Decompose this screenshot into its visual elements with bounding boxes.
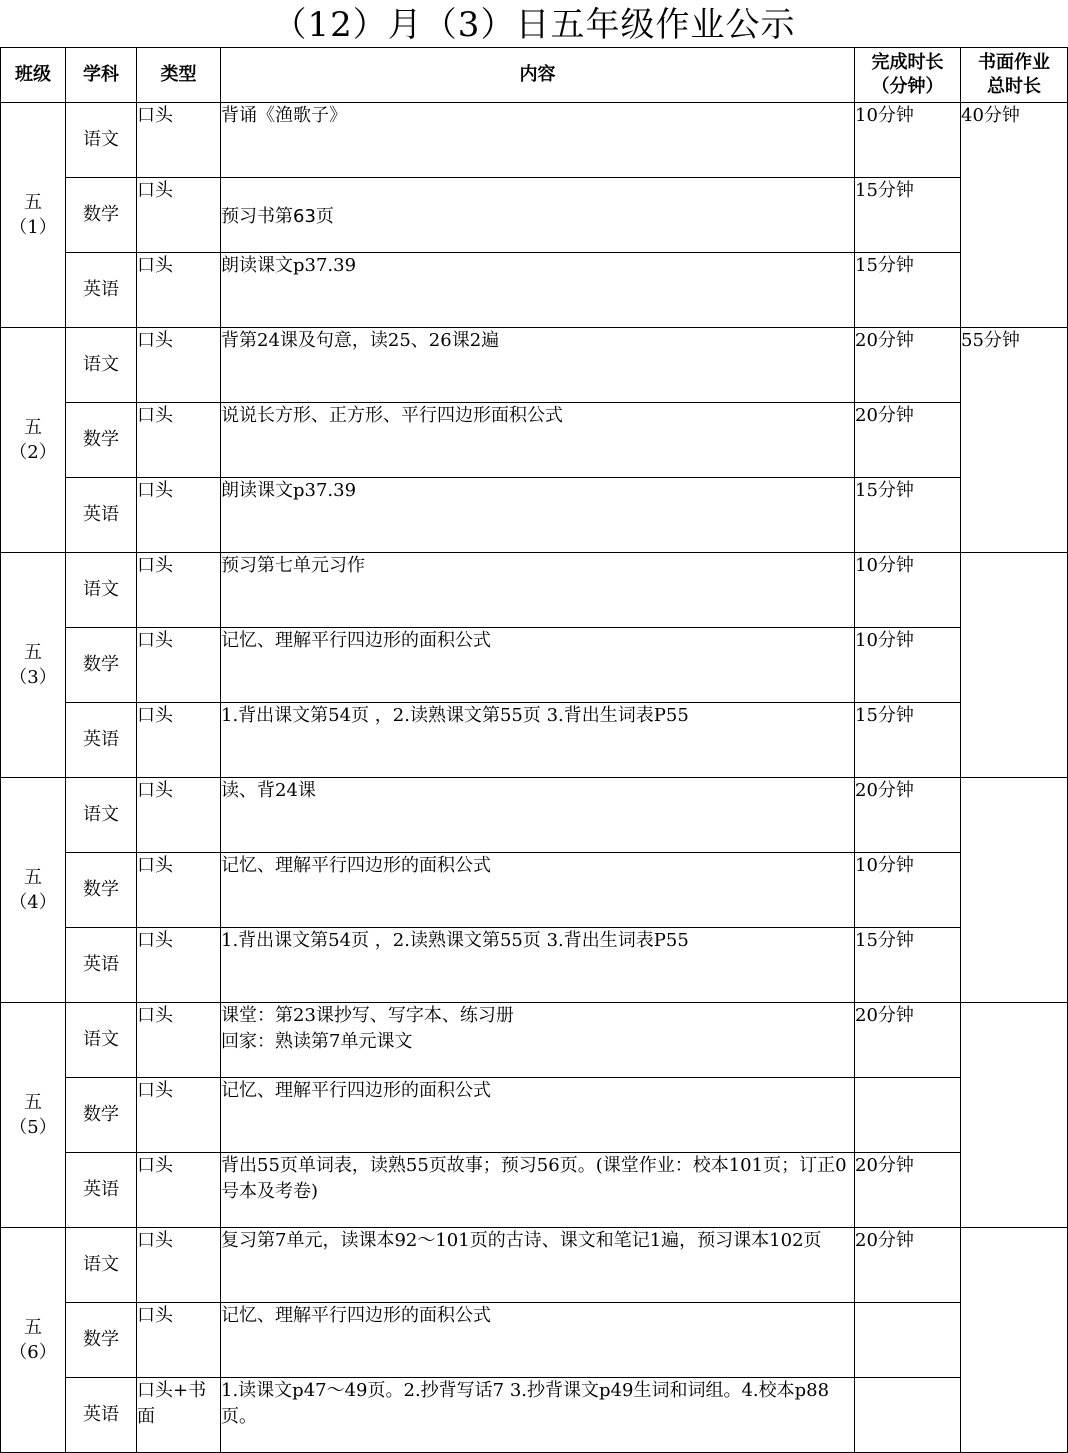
content-cell	[221, 403, 855, 478]
type-cell: 口头+书面	[137, 1378, 221, 1453]
content-cell	[221, 103, 855, 178]
time-cell: 20分钟	[855, 328, 961, 403]
content-text: 1.背出课文第54页 ，2.读熟课文第55页 3.背出生词表P55	[221, 705, 689, 726]
content-cell	[221, 1078, 855, 1153]
subject-cell: 英语	[66, 478, 137, 553]
time-cell: 15分钟	[855, 928, 961, 1003]
type-cell: 口头	[137, 1078, 221, 1153]
content-cell	[221, 1228, 855, 1303]
subject-cell: 英语	[66, 1153, 137, 1228]
content-cell	[221, 1003, 855, 1078]
total-cell	[961, 1228, 1068, 1453]
content-text: 背出55页单词表，读熟55页故事；预习56页。(课堂作业：校本101页；订正0号本及考卷)	[221, 1155, 847, 1202]
class-number: （2）	[9, 442, 57, 463]
type-cell: 口头	[137, 778, 221, 853]
table-row	[1, 778, 1068, 853]
subject-cell: 数学	[66, 403, 137, 478]
content-cell	[221, 478, 855, 553]
time-cell: 20分钟	[855, 778, 961, 853]
header-total-line1: 书面作业	[978, 52, 1050, 73]
table-row	[1, 178, 1068, 253]
content-text: 说说长方形、正方形、平行四边形面积公式	[221, 405, 563, 426]
table-row	[1, 103, 1068, 178]
class-grade: 五	[24, 1317, 42, 1338]
content-text: 朗读课文p37.39	[221, 480, 357, 501]
content-cell	[221, 853, 855, 928]
header-time	[855, 48, 961, 103]
type-cell: 口头	[137, 928, 221, 1003]
content-text: 朗读课文p37.39	[221, 255, 357, 276]
content-text-2: 回家：熟读第7单元课文	[221, 1031, 413, 1052]
class-number: （5）	[9, 1117, 57, 1138]
content-cell	[221, 778, 855, 853]
subject-cell: 数学	[66, 628, 137, 703]
subject-cell: 语文	[66, 1003, 137, 1078]
content-cell	[221, 328, 855, 403]
class-number: （1）	[9, 217, 57, 238]
table-row	[1, 1003, 1068, 1078]
content-text: 读、背24课	[221, 780, 316, 801]
class-cell	[1, 553, 66, 778]
page-title: （12）月（3）日五年级作业公示	[272, 5, 796, 45]
subject-cell: 英语	[66, 1378, 137, 1453]
subject-cell: 语文	[66, 328, 137, 403]
type-cell: 口头	[137, 1303, 221, 1378]
content-cell	[221, 628, 855, 703]
table-row	[1, 403, 1068, 478]
subject-cell: 数学	[66, 178, 137, 253]
content-cell	[221, 928, 855, 1003]
time-cell: 15分钟	[855, 178, 961, 253]
subject-cell: 英语	[66, 703, 137, 778]
content-text: 记忆、理解平行四边形的面积公式	[221, 855, 491, 876]
content-text: 课堂：第23课抄写、写字本、练习册	[221, 1005, 514, 1026]
time-cell: 10分钟	[855, 553, 961, 628]
table-row	[1, 628, 1068, 703]
subject-cell: 语文	[66, 553, 137, 628]
table-row	[1, 853, 1068, 928]
time-cell: 20分钟	[855, 1228, 961, 1303]
class-cell	[1, 103, 66, 328]
content-text: 记忆、理解平行四边形的面积公式	[221, 1305, 491, 1326]
type-cell: 口头	[137, 178, 221, 253]
total-cell	[961, 778, 1068, 1003]
content-cell	[221, 553, 855, 628]
table-body	[1, 103, 1068, 1453]
content-cell	[221, 253, 855, 328]
homework-table	[0, 47, 1068, 1453]
class-grade: 五	[24, 192, 42, 213]
total-cell	[961, 553, 1068, 778]
time-cell: 10分钟	[855, 628, 961, 703]
content-text: 记忆、理解平行四边形的面积公式	[221, 1080, 491, 1101]
type-cell: 口头	[137, 328, 221, 403]
time-cell: 10分钟	[855, 853, 961, 928]
type-cell: 口头	[137, 703, 221, 778]
subject-cell: 语文	[66, 1228, 137, 1303]
table-row	[1, 478, 1068, 553]
time-cell	[855, 1078, 961, 1153]
type-cell: 口头	[137, 628, 221, 703]
class-number: （6）	[9, 1342, 57, 1363]
type-cell: 口头	[137, 403, 221, 478]
table-row	[1, 1303, 1068, 1378]
content-text: 预习第七单元习作	[221, 555, 365, 576]
content-text: 背第24课及句意，读25、26课2遍	[221, 330, 500, 351]
subject-cell: 数学	[66, 1078, 137, 1153]
table-row	[1, 253, 1068, 328]
time-cell: 20分钟	[855, 1153, 961, 1228]
content-text: 复习第7单元，读课本92～101页的古诗、课文和笔记1遍，预习课本102页	[221, 1230, 822, 1251]
table-row	[1, 1078, 1068, 1153]
content-text: 1.读课文p47～49页。2.抄背写话7 3.抄背课文p49生词和词组。4.校本p88页。	[221, 1380, 830, 1427]
time-cell: 10分钟	[855, 103, 961, 178]
table-row	[1, 928, 1068, 1003]
class-number: （3）	[9, 667, 57, 688]
type-cell: 口头	[137, 103, 221, 178]
class-cell	[1, 778, 66, 1003]
table-row	[1, 553, 1068, 628]
class-cell	[1, 328, 66, 553]
content-text: 背诵《渔歌子》	[221, 105, 347, 126]
class-grade: 五	[24, 642, 42, 663]
header-time-line1: 完成时长	[871, 52, 944, 73]
type-cell: 口头	[137, 253, 221, 328]
header-class: 班级	[1, 48, 66, 103]
class-cell	[1, 1003, 66, 1228]
type-cell: 口头	[137, 1153, 221, 1228]
content-text: 1.背出课文第54页 ，2.读熟课文第55页 3.背出生词表P55	[221, 930, 689, 951]
header-content: 内容	[221, 48, 855, 103]
content-text: 记忆、理解平行四边形的面积公式	[221, 630, 491, 651]
content-cell	[221, 1303, 855, 1378]
class-grade: 五	[24, 867, 42, 888]
content-cell	[221, 1153, 855, 1228]
header-row	[1, 48, 1068, 103]
header-total	[961, 48, 1068, 103]
type-cell: 口头	[137, 1228, 221, 1303]
subject-cell: 语文	[66, 778, 137, 853]
time-cell: 15分钟	[855, 253, 961, 328]
type-cell: 口头	[137, 478, 221, 553]
content-cell	[221, 703, 855, 778]
table-row	[1, 1378, 1068, 1453]
type-cell: 口头	[137, 1003, 221, 1078]
content-cell	[221, 178, 855, 253]
header-subject: 学科	[66, 48, 137, 103]
time-cell: 20分钟	[855, 403, 961, 478]
header-time-line2: （分钟）	[871, 76, 944, 97]
table-row	[1, 1153, 1068, 1228]
class-grade: 五	[24, 417, 42, 438]
class-grade: 五	[24, 1092, 42, 1113]
subject-cell: 数学	[66, 1303, 137, 1378]
subject-cell: 数学	[66, 853, 137, 928]
type-cell: 口头	[137, 553, 221, 628]
header-total-line2: 总时长	[987, 76, 1041, 97]
content-text: 预习书第63页	[221, 206, 334, 227]
table-row	[1, 1228, 1068, 1303]
time-cell	[855, 1378, 961, 1453]
time-cell: 20分钟	[855, 1003, 961, 1078]
subject-cell: 英语	[66, 253, 137, 328]
table-row	[1, 328, 1068, 403]
time-cell	[855, 1303, 961, 1378]
total-cell: 55分钟	[961, 328, 1068, 553]
subject-cell: 语文	[66, 103, 137, 178]
content-cell	[221, 1378, 855, 1453]
total-cell	[961, 1003, 1068, 1228]
type-cell: 口头	[137, 853, 221, 928]
header-type: 类型	[137, 48, 221, 103]
class-cell	[1, 1228, 66, 1453]
class-number: （4）	[9, 892, 57, 913]
time-cell: 15分钟	[855, 478, 961, 553]
subject-cell: 英语	[66, 928, 137, 1003]
total-cell: 40分钟	[961, 103, 1068, 328]
table-row	[1, 703, 1068, 778]
time-cell: 15分钟	[855, 703, 961, 778]
